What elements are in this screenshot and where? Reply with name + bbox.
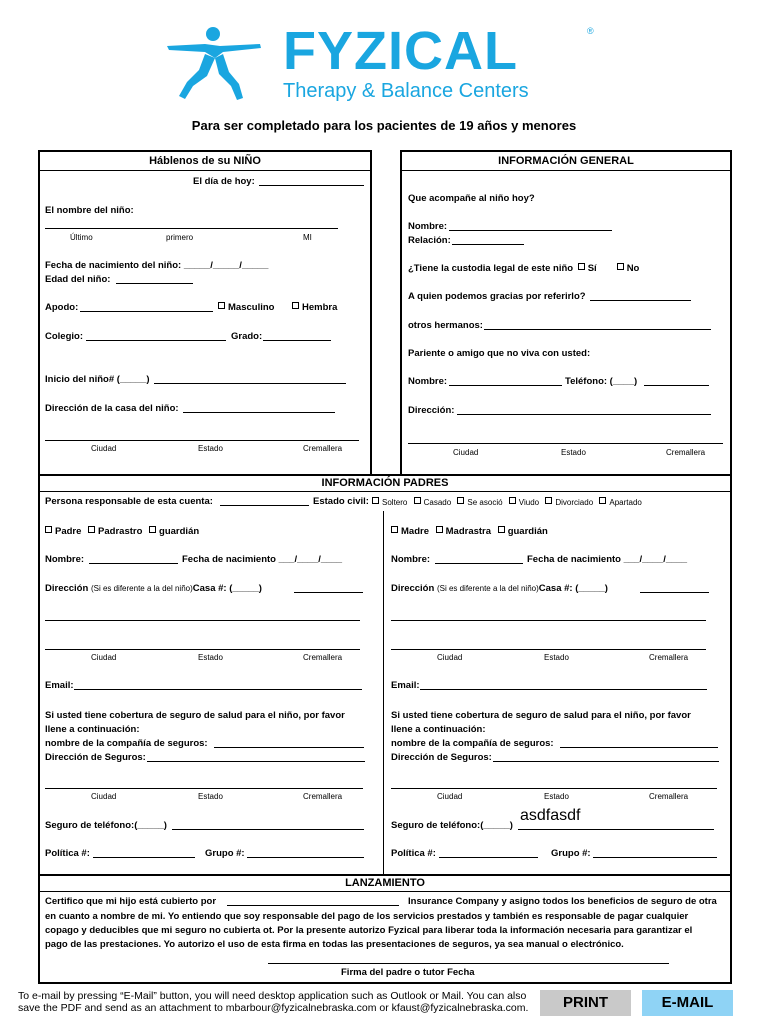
today-field[interactable] bbox=[259, 185, 364, 186]
custody-no-checkbox[interactable] bbox=[617, 263, 624, 270]
relative-zip-caption: Cremallera bbox=[666, 448, 706, 457]
left-company-field[interactable] bbox=[214, 747, 364, 748]
right-address-note: (Si es diferente a la del niño) bbox=[436, 584, 539, 593]
last-name-caption: Último bbox=[70, 233, 93, 242]
right-name-field[interactable] bbox=[435, 563, 523, 564]
responsible-field[interactable] bbox=[220, 505, 309, 506]
marital-married[interactable]: Casado bbox=[414, 498, 452, 507]
marital-options bbox=[372, 497, 642, 508]
custody-no-label: No bbox=[626, 263, 640, 274]
parents-divider bbox=[383, 511, 384, 874]
marital-label: Estado civil: bbox=[313, 496, 369, 507]
logo bbox=[165, 21, 605, 104]
left-name-field[interactable] bbox=[89, 563, 178, 564]
right-home-label: Casa #: (_____) bbox=[538, 583, 608, 594]
footer-note-2: save the PDF and send as an attachment to mbarbour@fyzicalnebraska.com or kfaust@fyzicalnebraska.com. bbox=[18, 1002, 529, 1014]
relative-phone-label: Teléfono: (____) bbox=[565, 376, 638, 387]
marital-divorced[interactable]: Divorciado bbox=[545, 498, 593, 507]
female-checkbox[interactable] bbox=[292, 302, 299, 309]
role-stepfather[interactable]: Padrastro bbox=[88, 526, 142, 537]
parents-section-title: INFORMACIÓN PADRES bbox=[321, 477, 449, 489]
male-label: Masculino bbox=[228, 302, 275, 313]
male-checkbox[interactable] bbox=[218, 302, 225, 309]
role-father[interactable]: Padre bbox=[45, 526, 81, 537]
left-ins-city-field[interactable] bbox=[45, 788, 363, 789]
right-policy-label: Política #: bbox=[391, 848, 436, 859]
nickname-label: Apodo: bbox=[45, 302, 79, 313]
right-city-caption: Ciudad bbox=[437, 653, 463, 662]
release-line1b: Insurance Company y asigno todos los beneficios de seguro de otra bbox=[408, 896, 717, 907]
right-ins-phone-field[interactable] bbox=[518, 829, 714, 830]
logo-figure-icon bbox=[165, 24, 265, 104]
left-ins-address-field[interactable] bbox=[147, 761, 365, 762]
release-line3: copago y deducibles que mi seguro no cubierta ot. Por la presente autorizo Fyzical para liberar toda la información necesaria para garantizar el bbox=[45, 925, 693, 936]
custody-row bbox=[408, 263, 639, 275]
left-email-label: Email: bbox=[45, 680, 74, 691]
custody-yes-label: Sí bbox=[587, 263, 597, 274]
companion-name-field[interactable] bbox=[449, 230, 612, 231]
right-ins-zip-caption: Cremallera bbox=[649, 792, 689, 801]
relative-name-label: Nombre: bbox=[408, 376, 448, 387]
signature-field[interactable] bbox=[268, 963, 669, 964]
left-ins-phone-label: Seguro de teléfono:(_____) bbox=[45, 820, 167, 831]
release-line1a: Certifico que mi hijo está cubierto por bbox=[45, 896, 217, 907]
child-address-field[interactable] bbox=[183, 412, 335, 413]
left-address-line1[interactable] bbox=[45, 620, 360, 621]
today-label: El día de hoy: bbox=[193, 176, 255, 187]
accompany-label: Que acompañe al niño hoy? bbox=[408, 193, 535, 204]
left-policy-field[interactable] bbox=[93, 857, 195, 858]
child-city-caption: Ciudad bbox=[91, 444, 117, 453]
relative-name-field[interactable] bbox=[449, 385, 562, 386]
right-address-line1[interactable] bbox=[391, 620, 706, 621]
custody-label: ¿Tiene la custodia legal de este niño bbox=[408, 263, 574, 274]
right-state-caption: Estado bbox=[544, 653, 569, 662]
right-zip-caption: Cremallera bbox=[649, 653, 689, 662]
siblings-label: otros hermanos: bbox=[408, 320, 483, 331]
right-dob-label[interactable]: Fecha de nacimiento ___/____/____ bbox=[527, 554, 688, 565]
left-email-field[interactable] bbox=[74, 689, 362, 690]
signature-caption: Firma del padre o tutor Fecha bbox=[341, 967, 475, 978]
right-group-field[interactable] bbox=[593, 857, 717, 858]
relative-address-label: Dirección: bbox=[408, 405, 455, 416]
right-ins-address-field[interactable] bbox=[493, 761, 719, 762]
mi-caption: MI bbox=[303, 233, 312, 242]
right-insurance-question2: llene a continuación: bbox=[391, 724, 486, 735]
brand-tagline: Therapy & Balance Centers bbox=[283, 80, 529, 102]
left-name-label: Nombre: bbox=[45, 554, 85, 565]
right-ins-city-field[interactable] bbox=[391, 788, 717, 789]
relative-label: Pariente o amigo que no viva con usted: bbox=[408, 348, 591, 359]
child-section-title: Háblenos de su NIÑO bbox=[149, 155, 261, 167]
left-insurance-question: Si usted tiene cobertura de seguro de salud para el niño, por favor bbox=[45, 710, 345, 721]
relation-label: Relación: bbox=[408, 235, 451, 246]
right-address-row bbox=[391, 583, 608, 595]
right-ins-address-label: Dirección de Seguros: bbox=[391, 752, 492, 763]
left-company-label: nombre de la compañía de seguros: bbox=[45, 738, 208, 749]
left-group-field[interactable] bbox=[247, 857, 364, 858]
child-dob-label[interactable]: Fecha de nacimiento del niño: _____/_____/_____ bbox=[45, 260, 269, 271]
left-home-label: Casa #: (_____) bbox=[192, 583, 262, 594]
right-insurance-question: Si usted tiene cobertura de seguro de salud para el niño, por favor bbox=[391, 710, 691, 721]
left-ins-address-label: Dirección de Seguros: bbox=[45, 752, 146, 763]
role-stepmother[interactable]: Madrastra bbox=[436, 526, 491, 537]
right-group-label: Grupo #: bbox=[551, 848, 591, 859]
right-roles bbox=[391, 526, 548, 538]
left-city-caption: Ciudad bbox=[91, 653, 117, 662]
school-label: Colegio: bbox=[45, 331, 83, 342]
right-home-field[interactable] bbox=[640, 592, 709, 593]
left-ins-state-caption: Estado bbox=[198, 792, 223, 801]
left-home-field[interactable] bbox=[294, 592, 363, 593]
footer-note-1: To e-mail by pressing “E-Mail” button, you will need desktop application such as Outlook or Mail. You can also bbox=[18, 990, 527, 1002]
child-name-label: El nombre del niño: bbox=[45, 205, 134, 216]
left-group-label: Grupo #: bbox=[205, 848, 245, 859]
role-mother[interactable]: Madre bbox=[391, 526, 429, 537]
male-option[interactable] bbox=[218, 302, 274, 314]
marital-single[interactable]: Soltero bbox=[372, 498, 407, 507]
child-age-field[interactable] bbox=[116, 283, 193, 284]
left-zip-caption: Cremallera bbox=[303, 653, 343, 662]
marital-partnered[interactable]: Se asoció bbox=[457, 498, 502, 507]
relative-phone-field[interactable] bbox=[644, 385, 709, 386]
print-button[interactable]: PRINT bbox=[540, 990, 631, 1016]
relative-city-caption: Ciudad bbox=[453, 448, 479, 457]
release-line2: en cuanto a nombre de mi. Yo entiendo que soy responsable del pago de los servicios prestados y también es responsable de pagar cualquier bbox=[45, 911, 689, 922]
child-age-label: Edad del niño: bbox=[45, 274, 111, 285]
grade-label: Grado: bbox=[231, 331, 263, 342]
right-company-field[interactable] bbox=[560, 747, 718, 748]
relative-state-caption: Estado bbox=[561, 448, 586, 457]
child-state-caption: Estado bbox=[198, 444, 223, 453]
relative-address-field[interactable] bbox=[457, 414, 711, 415]
child-name-field[interactable] bbox=[45, 228, 338, 229]
marital-separated[interactable]: Apartado bbox=[599, 498, 641, 507]
relative-city-field[interactable] bbox=[408, 443, 723, 444]
right-ins-phone-value[interactable]: asdfasdf bbox=[520, 807, 581, 824]
left-state-caption: Estado bbox=[198, 653, 223, 662]
child-city-field[interactable] bbox=[45, 440, 359, 441]
role-guardian-left[interactable]: guardián bbox=[149, 526, 199, 537]
referral-field[interactable] bbox=[590, 300, 691, 301]
school-field[interactable] bbox=[86, 340, 226, 341]
female-label: Hembra bbox=[302, 302, 338, 313]
right-address-line2[interactable] bbox=[391, 649, 706, 650]
right-ins-phone-label: Seguro de teléfono:(_____) bbox=[391, 820, 513, 831]
left-address-label: Dirección bbox=[45, 583, 89, 594]
email-button[interactable]: E-MAIL bbox=[642, 990, 733, 1016]
release-section-title: LANZAMIENTO bbox=[345, 877, 425, 889]
left-address-line2[interactable] bbox=[45, 649, 360, 650]
left-policy-label: Política #: bbox=[45, 848, 90, 859]
right-email-label: Email: bbox=[391, 680, 420, 691]
first-name-caption: primero bbox=[166, 233, 194, 242]
child-zip-caption: Cremallera bbox=[303, 444, 343, 453]
left-address-note: (Si es diferente a la del niño) bbox=[90, 584, 193, 593]
referral-label: A quien podemos gracias por referirlo? bbox=[408, 291, 586, 302]
registered-mark: ® bbox=[587, 26, 594, 36]
responsible-label: Persona responsable de esta cuenta: bbox=[45, 496, 213, 507]
left-address-row bbox=[45, 583, 262, 595]
left-dob-label[interactable]: Fecha de nacimiento ___/____/____ bbox=[182, 554, 343, 565]
child-start-label: Inicio del niño# (_____) bbox=[45, 374, 150, 385]
left-ins-city-caption: Ciudad bbox=[91, 792, 117, 801]
right-policy-field[interactable] bbox=[439, 857, 538, 858]
general-section-title: INFORMACIÓN GENERAL bbox=[498, 155, 634, 167]
nickname-field[interactable] bbox=[80, 311, 213, 312]
marital-widowed[interactable]: Viudo bbox=[509, 498, 539, 507]
release-line4: pago de las prestaciones. Yo autorizo el uso de esta firma en todas las presentaciones de seguros, ya sea manual o electrónico. bbox=[45, 939, 624, 950]
child-start-field[interactable] bbox=[154, 383, 346, 384]
right-address-label: Dirección bbox=[391, 583, 435, 594]
left-roles bbox=[45, 526, 199, 538]
child-address-label: Dirección de la casa del niño: bbox=[45, 403, 179, 414]
right-name-label: Nombre: bbox=[391, 554, 431, 565]
right-company-label: nombre de la compañía de seguros: bbox=[391, 738, 554, 749]
insurance-company-field[interactable] bbox=[227, 905, 399, 906]
grade-field[interactable] bbox=[263, 340, 331, 341]
left-ins-phone-field[interactable] bbox=[172, 829, 364, 830]
companion-name-label: Nombre: bbox=[408, 221, 448, 232]
female-option[interactable] bbox=[292, 302, 337, 314]
left-insurance-question2: llene a continuación: bbox=[45, 724, 140, 735]
right-ins-state-caption: Estado bbox=[544, 792, 569, 801]
right-ins-city-caption: Ciudad bbox=[437, 792, 463, 801]
siblings-field[interactable] bbox=[484, 329, 711, 330]
right-email-field[interactable] bbox=[420, 689, 707, 690]
brand-name: FYZICAL bbox=[283, 21, 518, 81]
page-subtitle: Para ser completado para los pacientes de 19 años y menores bbox=[191, 118, 577, 133]
custody-yes-checkbox[interactable] bbox=[578, 263, 585, 270]
left-ins-zip-caption: Cremallera bbox=[303, 792, 343, 801]
relation-field[interactable] bbox=[452, 244, 524, 245]
role-guardian-right[interactable]: guardián bbox=[498, 526, 548, 537]
